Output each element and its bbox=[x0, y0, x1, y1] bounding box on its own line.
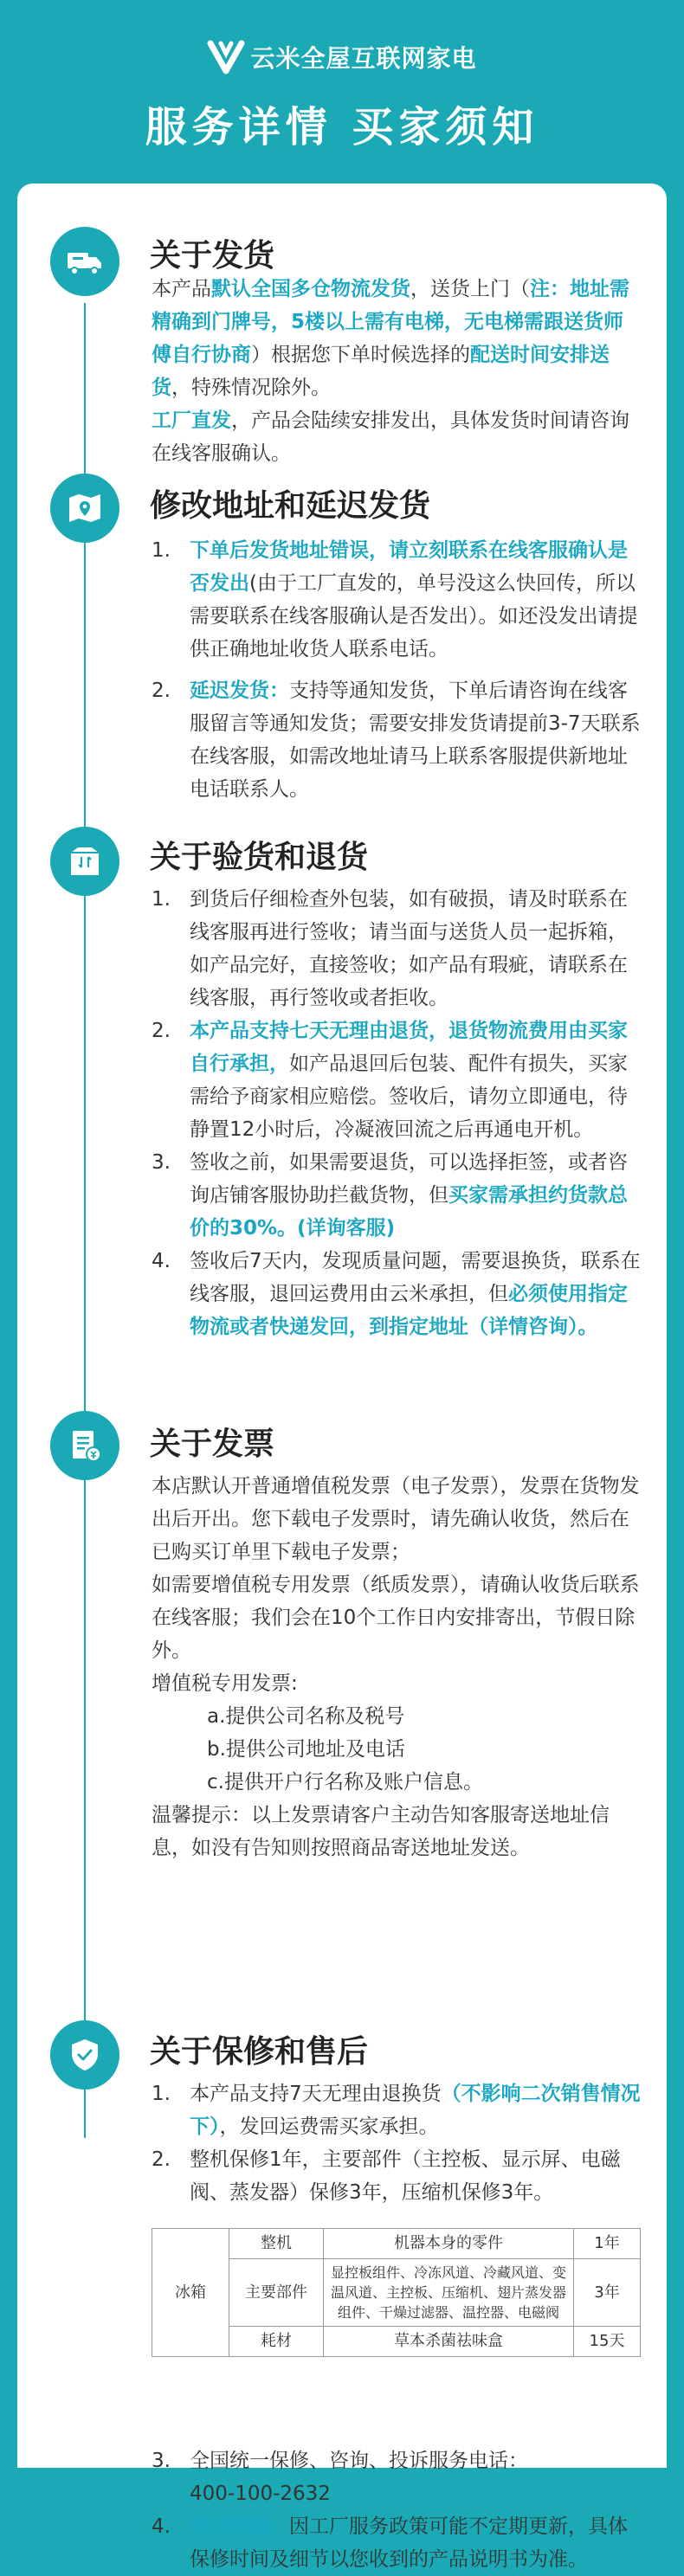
invoice-requirement: b.提供公司地址及电话 bbox=[207, 1738, 405, 1761]
item-number: 1. bbox=[152, 888, 171, 911]
highlight-text: 工厂直发 bbox=[152, 409, 231, 432]
item-number: 4. bbox=[152, 2515, 171, 2538]
highlight-text: 默认全国多仓物流发货 bbox=[211, 278, 410, 300]
invoice-requirement: a.提供公司名称及税号 bbox=[207, 1705, 405, 1728]
warranty-text bbox=[152, 2077, 641, 2209]
text-run: 签收之前，如果需要退货，可以选择拒签，或者咨询店铺客服协助拦截货物，但 bbox=[190, 1151, 628, 1207]
table-cell: 机器本身的零件 bbox=[324, 2229, 574, 2259]
highlight-text: 特别提醒： bbox=[190, 2515, 289, 2538]
table-cell: 显控板组件、冷冻风道、冷藏风道、变温风道、主控板、压缩机、翅片蒸发器组件、干燥过滤器、温控器、电磁阀 bbox=[324, 2259, 574, 2327]
shipping-paragraph-1 bbox=[152, 273, 641, 404]
item-number: 4. bbox=[152, 1250, 171, 1272]
list-item bbox=[152, 2477, 641, 2510]
text-run: 到货后仔细检查外包装，如有破损，请及时联系在线客服再进行签收；请当面与送货人员一起拆箱，如产品完好，直接签收；如产品有瑕疵，请联系在线客服，再行签收或者拒收。 bbox=[190, 888, 628, 1009]
list-item bbox=[152, 2444, 641, 2477]
list-item bbox=[152, 1146, 641, 1245]
inspection-text bbox=[152, 883, 641, 1343]
page-header bbox=[0, 0, 684, 177]
text-run: ，产品会陆续安排发出，具体发货时间请咨询在线客服确认。 bbox=[152, 409, 629, 465]
table-cell: 整机 bbox=[229, 2229, 324, 2259]
highlight-text: 必须使用指定物流或者快递发回，到指定地址（详情咨询）。 bbox=[190, 1283, 628, 1338]
table-cell: 草本杀菌祛味盒 bbox=[324, 2327, 574, 2357]
text-run: ，发回运费需买家承担。 bbox=[219, 2116, 439, 2138]
invoice-paragraph: 本店默认开普通增值税发票（电子发票），发票在货物发出后开出。您下载电子发票时，请先确认收货，然后在已购买订单里下载电子发票； bbox=[152, 1475, 640, 1563]
item-number: 1. bbox=[152, 539, 171, 562]
delivery-truck-icon bbox=[50, 227, 119, 296]
highlight-text: 配送时间安排送货 bbox=[152, 344, 610, 399]
text-run: 本产品支持7天无理由退换货 bbox=[190, 2083, 442, 2105]
text-run: 支持等通知发货，下单后请咨询在线客服留言等通知发货；需要安排发货请提前3-7天联系在线客服，如需改地址请马上联系客服提供新地址电话联系人。 bbox=[190, 679, 641, 801]
item-number: 1. bbox=[152, 2083, 171, 2105]
content-card bbox=[17, 184, 667, 2571]
invoice-paragraph: 如需要增值税专用发票（纸质发票），请确认收货后联系在线客服；我们会在10个工作日内安排寄出，节假日除外。 bbox=[152, 1574, 640, 1662]
highlight-text: 买家需承担约货款总价的30%。(详询客服) bbox=[190, 1184, 628, 1240]
list-item bbox=[152, 1014, 641, 1146]
section-title: 关于发货 bbox=[150, 238, 275, 274]
list-item bbox=[152, 2077, 641, 2143]
table-cell: 耗材 bbox=[229, 2327, 324, 2357]
text-run: ）根据您下单时候选择的 bbox=[251, 344, 470, 366]
section-title: 修改地址和延迟发货 bbox=[150, 488, 431, 524]
table-cell: 15天 bbox=[574, 2327, 641, 2357]
shipping-paragraph-2 bbox=[152, 404, 641, 470]
text-run: (由于工厂直发的，单号没这么快回传，所以需要联系在线客服确认是否发出）。如还没发出请提供正确地址收货人联系电话。 bbox=[190, 572, 638, 660]
invoice-requirement: c.提供开户行名称及账户信息。 bbox=[207, 1771, 483, 1794]
table-row bbox=[152, 2229, 641, 2259]
highlight-text: 本产品支持七天无理由退货，退货物流费用由买家自行承担， bbox=[190, 1020, 628, 1075]
service-phone[interactable]: 400-100-2632 bbox=[190, 2483, 331, 2505]
list-item bbox=[152, 534, 641, 666]
shield-check-icon bbox=[50, 2020, 119, 2090]
list-item bbox=[152, 2510, 641, 2576]
invoice-document-icon bbox=[50, 1411, 119, 1480]
list-item bbox=[152, 2143, 641, 2209]
section-title: 关于保修和售后 bbox=[150, 2034, 369, 2070]
text-run: ，送货上门（ bbox=[410, 278, 530, 300]
table-cell: 主要部件 bbox=[229, 2259, 324, 2327]
warranty-text-2 bbox=[152, 2444, 641, 2576]
warranty-table bbox=[152, 2228, 641, 2357]
page-title: 服务详情 买家须知 bbox=[145, 103, 539, 151]
highlight-text: 下单后发货地址错误，请立刻联系在线客服确认是否发出 bbox=[190, 539, 628, 595]
address-text bbox=[152, 534, 641, 806]
brand-name: 云米全屋互联网家电 bbox=[250, 44, 477, 73]
brand bbox=[0, 40, 684, 74]
item-number: 3. bbox=[152, 1151, 171, 1174]
text-run: ，特殊情况除外。 bbox=[171, 377, 331, 399]
highlight-text: 延迟发货： bbox=[190, 679, 289, 702]
item-number: 3. bbox=[152, 2450, 171, 2472]
brand-logo-icon bbox=[207, 40, 245, 74]
shipping-text bbox=[152, 273, 641, 470]
timeline-connector bbox=[84, 303, 86, 2138]
list-item bbox=[152, 883, 641, 1014]
item-number: 2. bbox=[152, 2148, 171, 2171]
text-run: 本产品 bbox=[152, 278, 211, 300]
text-run: 如产品退回后包装、配件有损失，买家需给予商家相应赔偿。签收后，请勿立即通电，待静置12小时后，冷凝液回流之后再通电开机。 bbox=[190, 1053, 628, 1141]
section-title: 关于发票 bbox=[150, 1426, 275, 1462]
item-number: 2. bbox=[152, 679, 171, 702]
section-title: 关于验货和退货 bbox=[150, 840, 369, 875]
invoice-paragraph: 增值税专用发票: bbox=[152, 1672, 298, 1695]
item-number: 2. bbox=[152, 1020, 171, 1042]
package-icon bbox=[50, 827, 119, 896]
invoice-text bbox=[152, 1470, 641, 1864]
highlight-text: （不影响二次销售情况下） bbox=[190, 2083, 641, 2138]
table-cell: 1年 bbox=[574, 2229, 641, 2259]
table-cell: 冰箱 bbox=[152, 2229, 229, 2357]
highlight-text: 注：地址需精确到门牌号，5楼以上需有电梯，无电梯需跟送货师傅自行协商 bbox=[152, 278, 629, 366]
list-item bbox=[152, 1245, 641, 1343]
text-run: 整机保修1年，主要部件（主控板、显示屏、电磁阀、蒸发器）保修3年，压缩机保修3年。 bbox=[190, 2148, 621, 2204]
invoice-tip: 温馨提示：以上发票请客户主动告知客服寄送地址信息，如没有告知则按照商品寄送地址发送。 bbox=[152, 1804, 610, 1859]
text-run: 签收后7天内，发现质量问题，需要退换货，联系在线客服，退回运费用由云米承担，但 bbox=[190, 1250, 641, 1305]
table-cell: 3年 bbox=[574, 2259, 641, 2327]
text-run: 全国统一保修、咨询、投诉服务电话： bbox=[190, 2450, 528, 2472]
map-pin-icon bbox=[50, 473, 119, 543]
text-run: 因工厂服务政策可能不定期更新，具体保修时间及细节以您收到的产品说明书为准。 bbox=[190, 2515, 628, 2571]
list-item bbox=[152, 674, 641, 806]
